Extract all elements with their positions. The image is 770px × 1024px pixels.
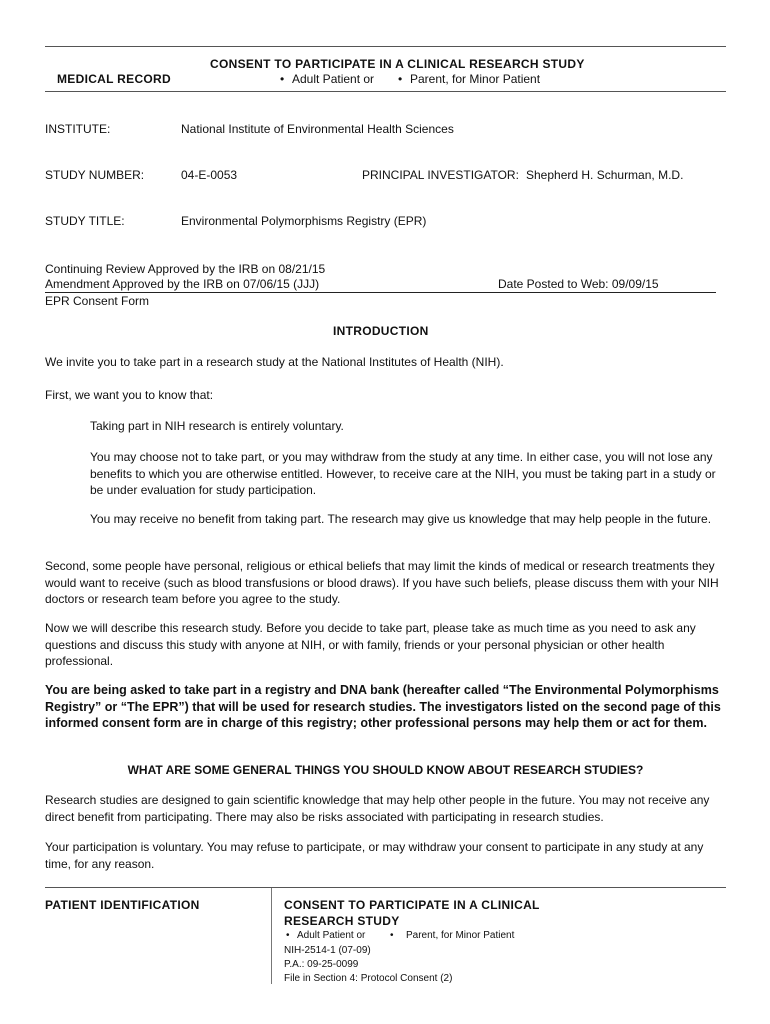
introduction-heading: INTRODUCTION <box>333 324 429 338</box>
footer-divider <box>271 888 272 984</box>
institute-value: National Institute of Environmental Health Sciences <box>181 122 454 136</box>
header-adult-option: Adult Patient or <box>292 72 375 86</box>
institute-label: INSTITUTE: <box>45 122 111 136</box>
medical-record-label: MEDICAL RECORD <box>57 72 171 86</box>
participation-voluntary-paragraph: Your participation is voluntary. You may refuse to participate, or may withdraw your consent to participate in any study at any time, for any reason. <box>45 840 704 871</box>
amendment-note: Amendment Approved by the IRB on 07/06/15 (JJJ) <box>45 277 320 291</box>
form-number: NIH-2514-1 (07-09) <box>284 945 371 956</box>
header-title: CONSENT TO PARTICIPATE IN A CLINICAL RESEARCH STUDY <box>210 57 585 71</box>
intro-paragraph: We invite you to take part in a research study at the National Institutes of Health (NIH). <box>45 355 504 369</box>
research-studies-paragraph: Research studies are designed to gain scientific knowledge that may help other people in the future. You may not receive any direct benefit from participating. There may also be risks associated with participating in research studies. <box>45 793 710 824</box>
patient-identification-label: PATIENT IDENTIFICATION <box>45 898 200 912</box>
no-benefit-item: You may receive no benefit from taking part. The research may give us knowledge that may help people in the future. <box>90 512 712 526</box>
footer-top-rule <box>45 887 726 888</box>
footer-bullet-parent: • <box>390 930 394 941</box>
study-number-label: STUDY NUMBER: <box>45 168 145 182</box>
registry-bold-paragraph: You are being asked to take part in a registry and DNA bank (hereafter called “The Environmental Polymorphisms Registry” or “The EPR”) that will be used for research studies. The investigators listed on the second page of this informed consent form are in charge of this registry; other professional persons may help them or act for them. <box>45 683 721 730</box>
footer-parent-option: Parent, for Minor Patient <box>406 930 515 941</box>
principal-investigator-label: PRINCIPAL INVESTIGATOR: <box>362 168 519 182</box>
header-parent-option: Parent, for Minor Patient <box>410 72 541 86</box>
general-things-heading: WHAT ARE SOME GENERAL THINGS YOU SHOULD KNOW ABOUT RESEARCH STUDIES? <box>127 763 644 777</box>
footer-title: CONSENT TO PARTICIPATE IN A CLINICAL RESEARCH STUDY <box>284 898 540 928</box>
describe-study-paragraph: Now we will describe this research study. Before you decide to take part, please take as much time as you need to ask any questions and discuss this study with anyone at NIH, or with family, friends or your personal physician or other health professional. <box>45 621 696 668</box>
file-in-section: File in Section 4: Protocol Consent (2) <box>284 973 453 984</box>
first-paragraph: First, we want you to know that: <box>45 388 214 402</box>
header-bullet-adult: • <box>280 72 285 86</box>
pa-number: P.A.: 09-25-0099 <box>284 959 359 970</box>
principal-investigator-value: Shepherd H. Schurman, M.D. <box>526 168 684 182</box>
footer-bullet-adult: • <box>286 930 290 941</box>
approvals-rule <box>45 292 716 293</box>
header-bullet-parent: • <box>398 72 403 86</box>
date-posted: Date Posted to Web: 09/09/15 <box>498 277 659 291</box>
footer-adult-option: Adult Patient or <box>297 930 366 941</box>
consent-form-name: EPR Consent Form <box>45 294 150 308</box>
header-top-rule <box>45 46 726 47</box>
continuing-review-note: Continuing Review Approved by the IRB on 08/21/15 <box>45 262 326 276</box>
beliefs-paragraph: Second, some people have personal, religious or ethical beliefs that may limit the kinds of medical or research treatments they would want to receive (such as blood transfusions or blood draws). If you have such beliefs, please discuss them with your NIH doctors or research team before you agree to the study. <box>45 559 719 606</box>
voluntary-item: Taking part in NIH research is entirely voluntary. <box>90 419 344 433</box>
study-title-label: STUDY TITLE: <box>45 214 125 228</box>
study-number-value: 04-E-0053 <box>181 168 238 182</box>
study-title-value: Environmental Polymorphisms Registry (EPR) <box>181 214 427 228</box>
withdraw-item: You may choose not to take part, or you may withdraw from the study at any time. In either case, you will not lose any benefits to which you are otherwise entitled. However, to receive care at the NIH, you must be taking part in a study or be under evaluation for study participation. <box>90 450 716 497</box>
header-bottom-rule <box>45 91 726 92</box>
